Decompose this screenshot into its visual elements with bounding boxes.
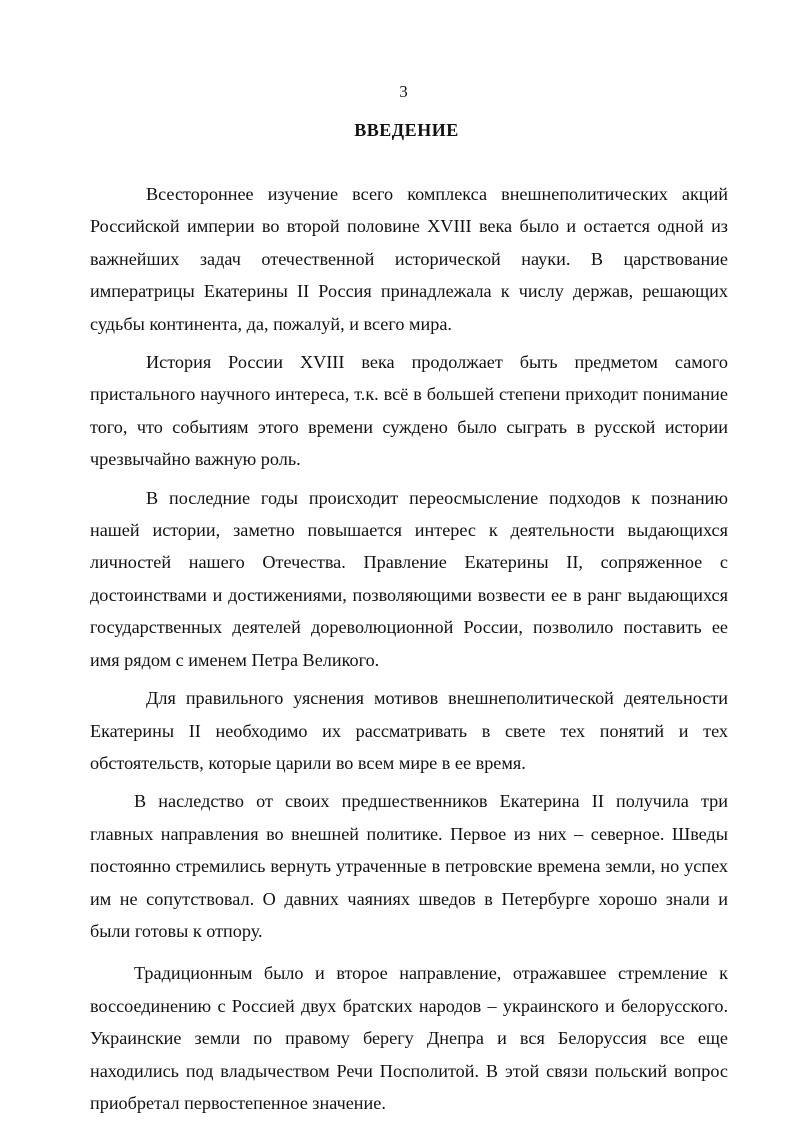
body-text bbox=[90, 178, 728, 1119]
section-heading: ВВЕДЕНИЕ bbox=[354, 120, 459, 140]
page-number: 3 bbox=[399, 82, 408, 101]
paragraph-5: В наследство от своих предшественников Екатерина II получила три главных направления во внешней политике. Первое из них – северное. Шведы постоянно стремились вернуть утраченные в петровские времена земли, но успех им не сопутствовал. О давних чаяниях шведов в Петербурге хорошо знали и были готовы к отпору. bbox=[90, 791, 728, 941]
paragraph-4: Для правильного уяснения мотивов внешнеполитической деятельности Екатерины II необходимо их рассматривать в свете тех понятий и тех обстоятельств, которые царили во всем мире в ее время. bbox=[90, 688, 728, 773]
paragraph-6: Традиционным было и второе направление, отражавшее стремление к воссоединению с Россией двух братских народов – украинского и белорусского. Украинские земли по правому берегу Днепра и вся Белоруссия все еще находились под владычеством Речи Посполитой. В этой связи польский вопрос приобретал первостепенное значение. bbox=[90, 963, 728, 1113]
paragraph-1: Всестороннее изучение всего комплекса внешнеполитических акций Российской империи во второй половине XVIII века было и остается одной из важнейших задач отечественной исторической науки. В царствование императрицы Екатерины II Россия принадлежала к числу держав, решающих судьбы континента, да, пожалуй, и всего мира. bbox=[90, 184, 728, 334]
paragraph-2: История России XVIII века продолжает быть предметом самого пристального научного интереса, т.к. всё в большей степени приходит понимание того, что событиям этого времени суждено было сыграть в русской истории чрезвычайно важную роль. bbox=[90, 352, 728, 470]
paragraph-3: В последние годы происходит переосмысление подходов к познанию нашей истории, заметно повышается интерес к деятельности выдающихся личностей нашего Отечества. Правление Екатерины II, сопряженное с достоинствами и достижениями, позволяющими возвести ее в ранг выдающихся государственных деятелей дореволюционной России, позволило поставить ее имя рядом с именем Петра Великого. bbox=[90, 487, 728, 670]
